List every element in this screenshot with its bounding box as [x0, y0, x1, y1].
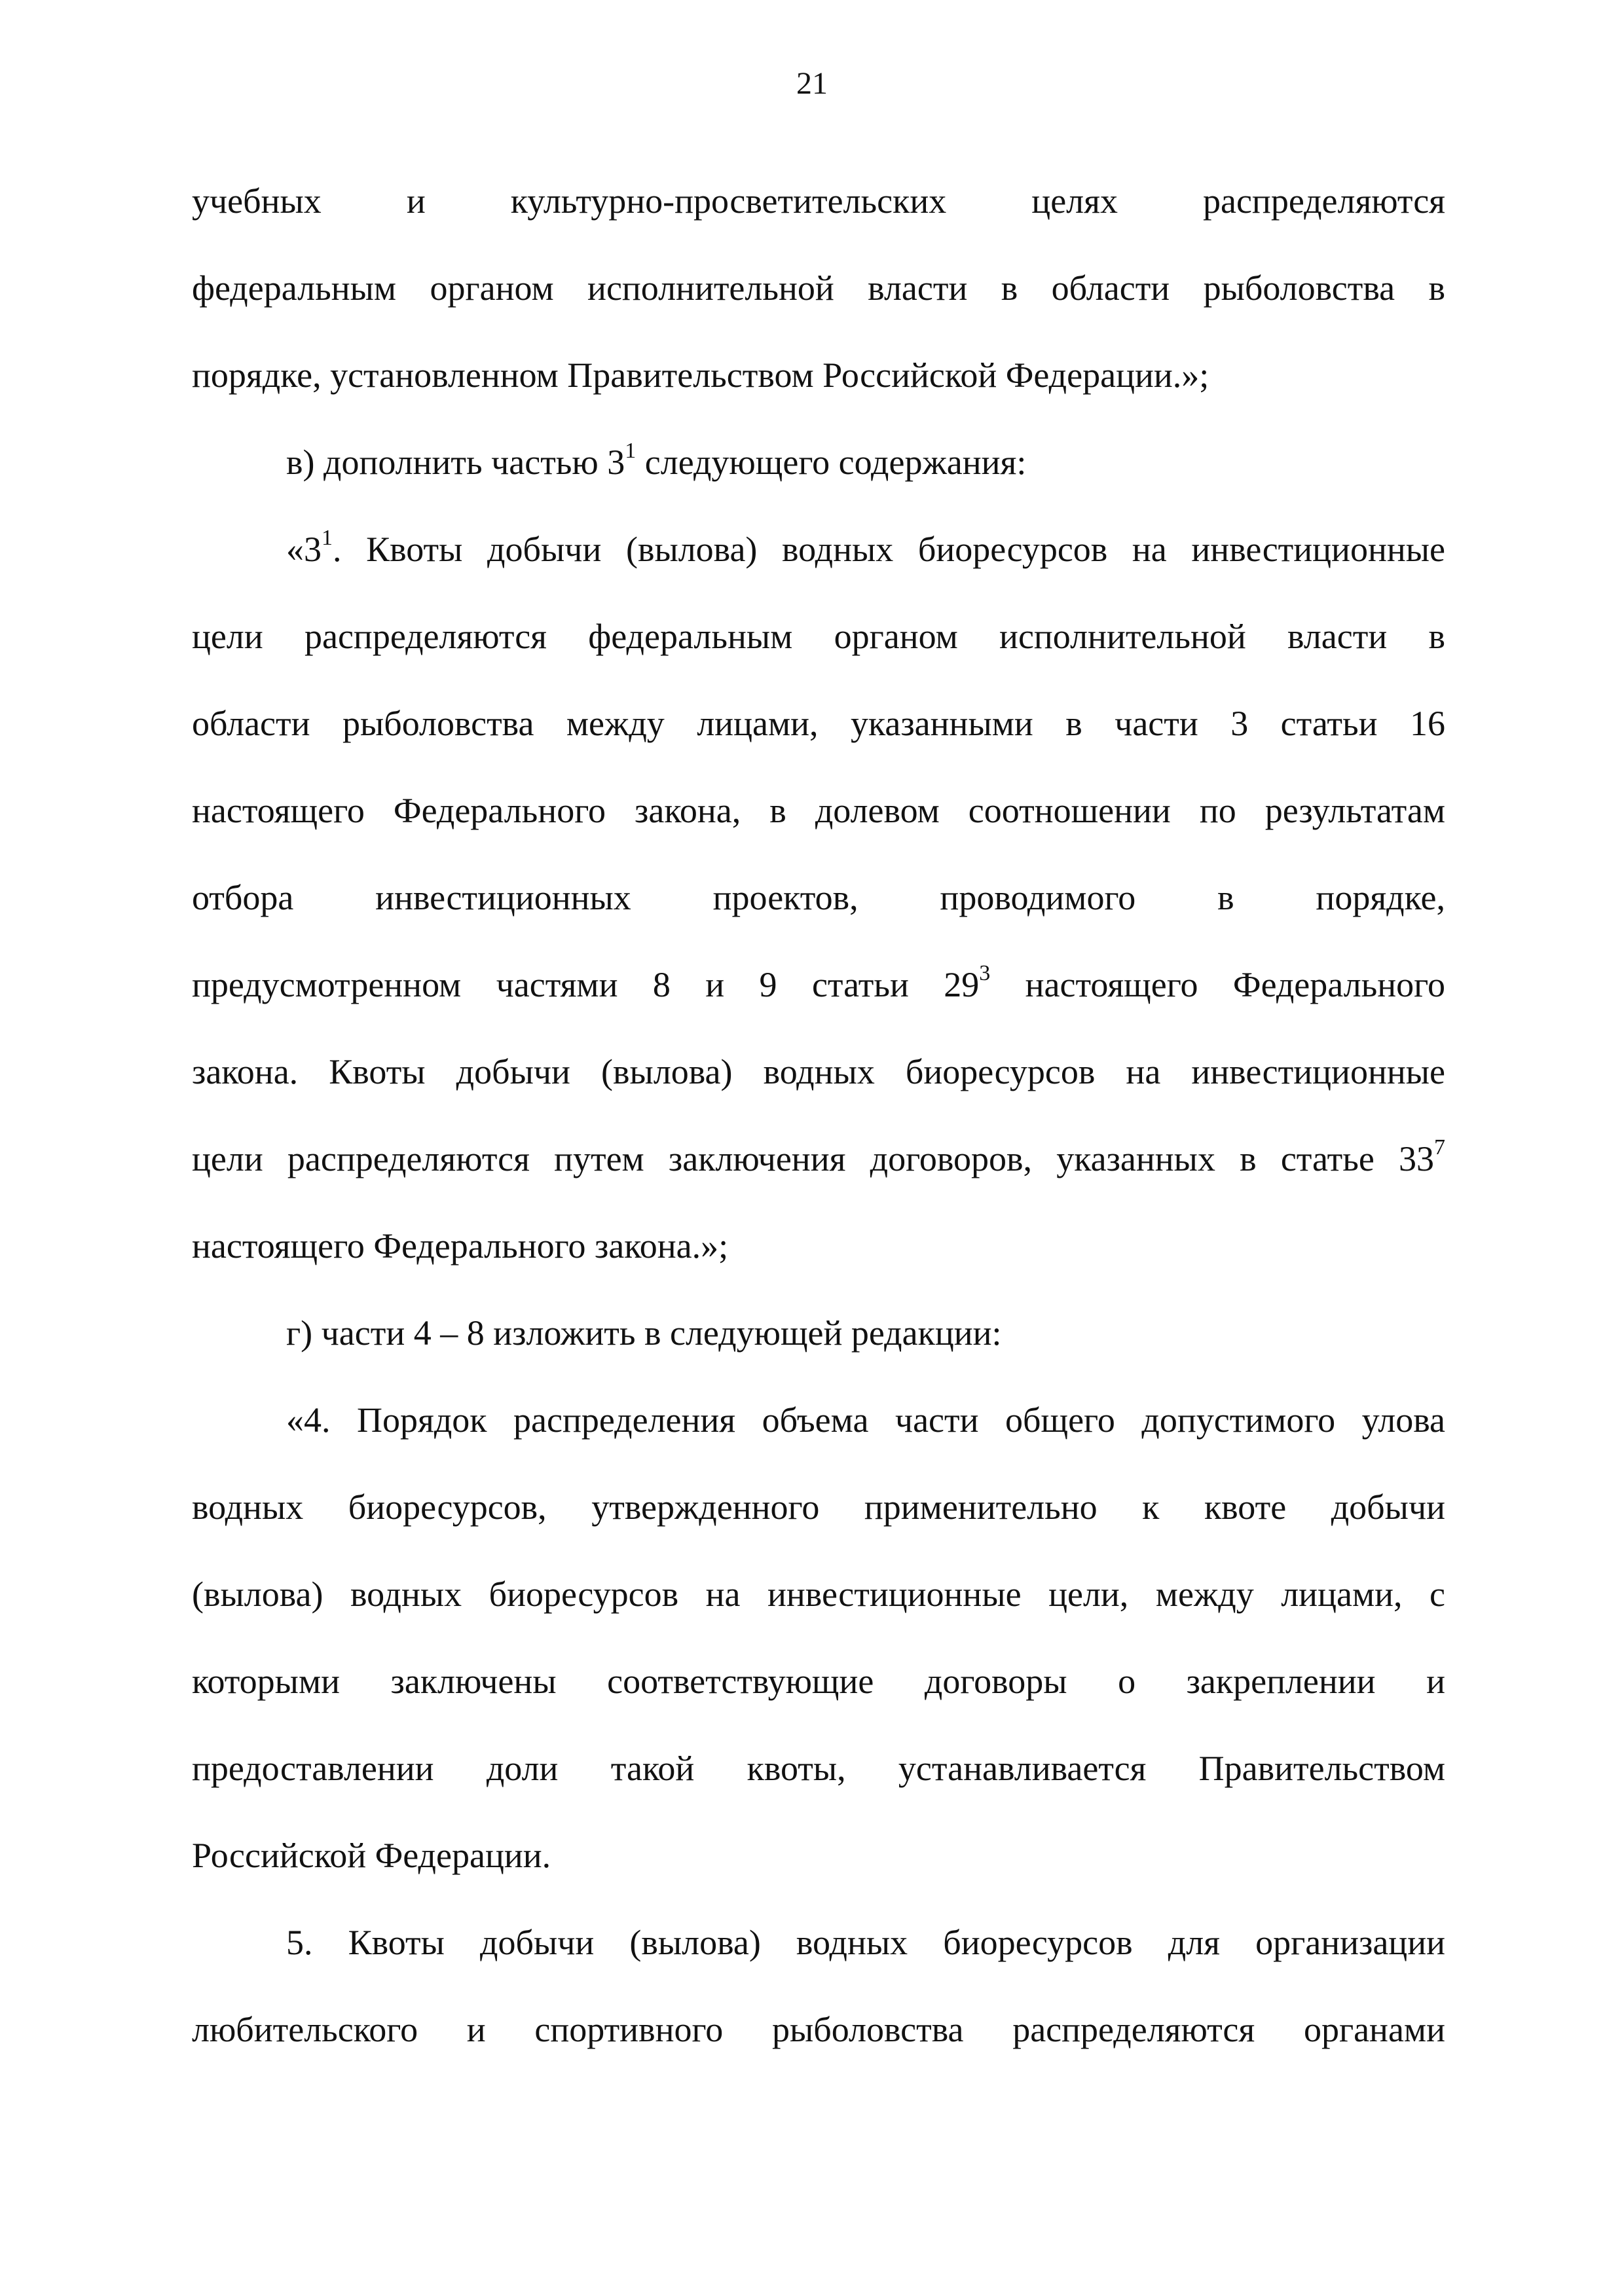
text-line: в) дополнить частью $3^1$ следующего содержания: [286, 439, 1027, 482]
text-line: настоящего Федерального закона, в долевом соотношении по результатам [192, 791, 1445, 830]
superscript: 1 [322, 526, 333, 550]
text-line: г) части 4 – 8 изложить в следующей редакции: [286, 1313, 1002, 1353]
text-line: предусмотренном частями 8 и 9 статьи $29^3$ настоящего Федерального [192, 961, 1445, 1004]
text-line: «4. Порядок распределения объема части общего допустимого улова [286, 1400, 1445, 1440]
text-line: (вылова) водных биоресурсов на инвестиционные цели, между лицами, с [192, 1575, 1445, 1614]
text-line: 5. Квоты добычи (вылова) водных биоресурсов для организации [286, 1923, 1445, 1962]
text-line: закона. Квоты добычи (вылова) водных биоресурсов на инвестиционные [192, 1052, 1445, 1091]
text-line: Российской Федерации. [192, 1836, 551, 1875]
text-line: области рыболовства между лицами, указанными в части 3 статьи 16 [192, 704, 1445, 743]
page-number: 21 [796, 66, 828, 101]
superscript: 7 [1434, 1135, 1445, 1159]
superscript: 1 [625, 439, 637, 463]
text-line: цели распределяются федеральным органом исполнительной власти в [192, 617, 1445, 656]
text-line: водных биоресурсов, утвержденного применительно к квоте добычи [192, 1487, 1445, 1527]
text-line: которыми заключены соответствующие договоры о закреплении и [192, 1662, 1445, 1701]
text-line: любительского и спортивного рыболовства распределяются органами [192, 2010, 1445, 2049]
superscript: 3 [979, 961, 991, 985]
text-line: цели распределяются путем заключения договоров, указанных в статье $33^7$ [192, 1135, 1445, 1178]
text-line: порядке, установленном Правительством Российской Федерации.»; [192, 355, 1209, 395]
text-line: предоставлении доли такой квоты, устанавливается Правительством [192, 1749, 1445, 1788]
text-line: федеральным органом исполнительной власти в области рыболовства в [192, 268, 1445, 308]
text-line: настоящего Федерального закона.»; [192, 1226, 729, 1266]
text-line: отбора инвестиционных проектов, проводимого в порядке, [192, 878, 1445, 917]
text-line: учебных и культурно-просветительских целях распределяются [192, 181, 1445, 221]
text-line: «$3^1$. Квоты добычи (вылова) водных биоресурсов на инвестиционные [286, 526, 1445, 569]
